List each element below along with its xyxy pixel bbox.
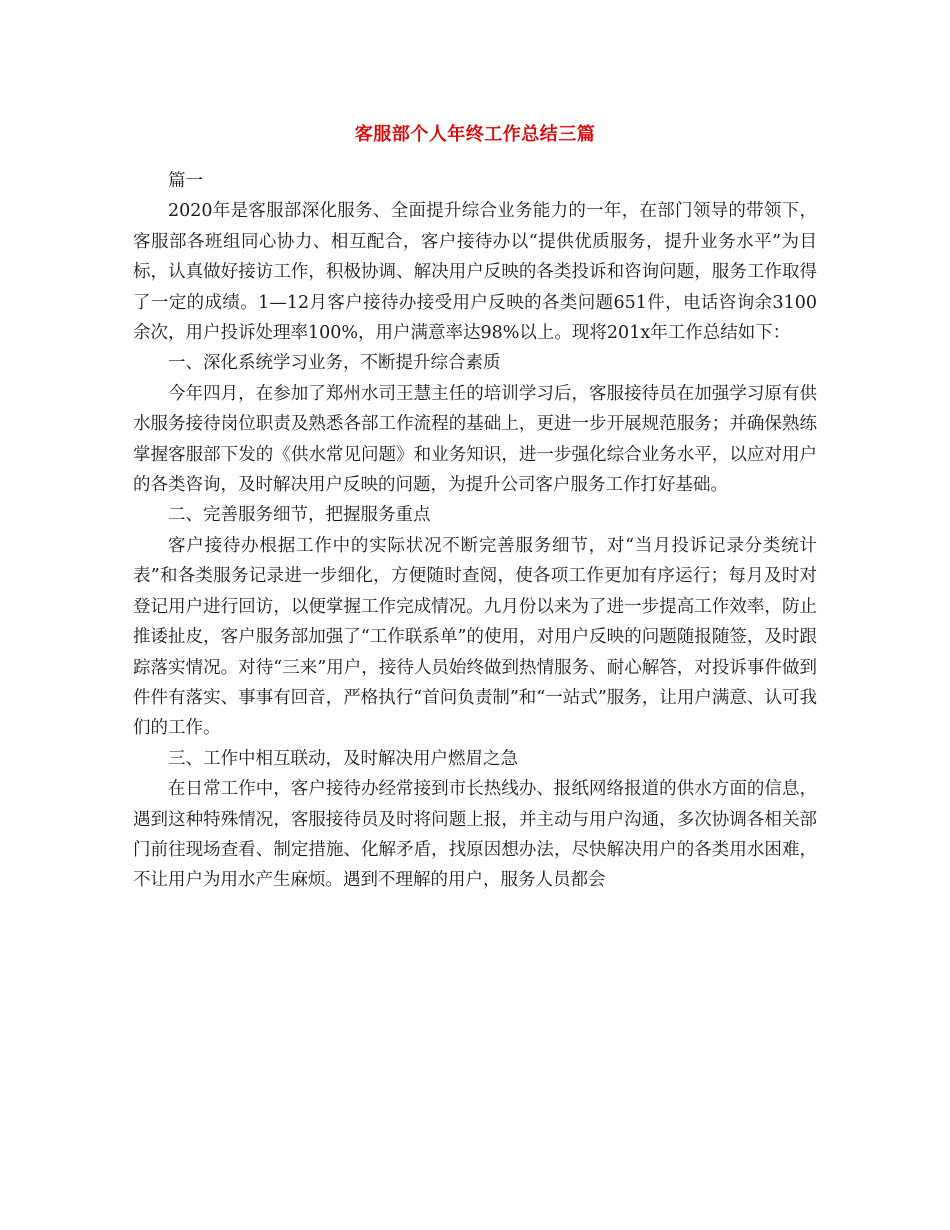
document-title: 客服部个人年终工作总结三篇 xyxy=(354,124,596,145)
body-paragraph: 今年四月，在参加了郑州水司王慧主任的培训学习后，客服接待员在加强学习原有供水服务接待岗位职责及熟悉各部工作流程的基础上，更进一步开展规范服务；并确保熟练掌握客服部下发的《供水常见问题》和业务知识，进一步强化综合业务水平，以应对用户的各类咨询，及时解决用户反映的问题，为提升公司客户服务工作打好基础。 xyxy=(133,383,817,496)
section-heading: 一、深化系统学习业务，不断提升综合素质 xyxy=(168,353,501,374)
body-paragraph: 在日常工作中，客户接待办经常接到市长热线办、报纸网络报道的供水方面的信息，遇到这种特殊情况，客服接待员及时将问题上报，并主动与用户沟通，多次协调各相关部门前往现场查看、制定措施、化解矛盾，找原因想办法，尽快解决用户的各类用水困难，不让用户为用水产生麻烦。遇到不理解的用户，服务人员都会 xyxy=(133,779,817,891)
body-paragraph: 客户接待办根据工作中的实际状况不断完善服务细节，对“当月投诉记录分类统计表”和各类服务记录进一步细化，方便随时查阅，使各项工作更加有序运行；每月及时对登记用户进行回访，以便掌握工作完成情况。九月份以来为了进一步提高工作效率，防止推诿扯皮，客户服务部加强了“工作联系单”的使用，对用户反映的问题随报随签，及时跟踪落实情况。对待“三来”用户，接待人员始终做到热情服务、耐心解答，对投诉事件做到件件有落实、事事有回音，严格执行“首问负责制”和“一站式”服务，让用户满意、认可我们的工作。 xyxy=(133,535,817,739)
body-paragraph: 2020年是客服部深化服务、全面提升综合业务能力的一年，在部门领导的带领下，客服部各班组同心协力、相互配合，客户接待办以“提供优质服务，提升业务水平”为目标，认真做好接访工作，积极协调、解决用户反映的各类投诉和咨询问题，服务工作取得了一定的成绩。1—12月客户接待办接受用户反映的各类问题651件，电话咨询余3100余次，用户投诉处理率100%，用户满意率达98%以上。现将201x年工作总结如下： xyxy=(133,201,817,344)
document-body xyxy=(133,166,817,896)
section-heading: 二、完善服务细节，把握服务重点 xyxy=(168,505,431,526)
section-heading: 三、工作中相互联动，及时解决用户燃眉之急 xyxy=(168,748,518,769)
section-label: 篇一 xyxy=(168,171,203,191)
